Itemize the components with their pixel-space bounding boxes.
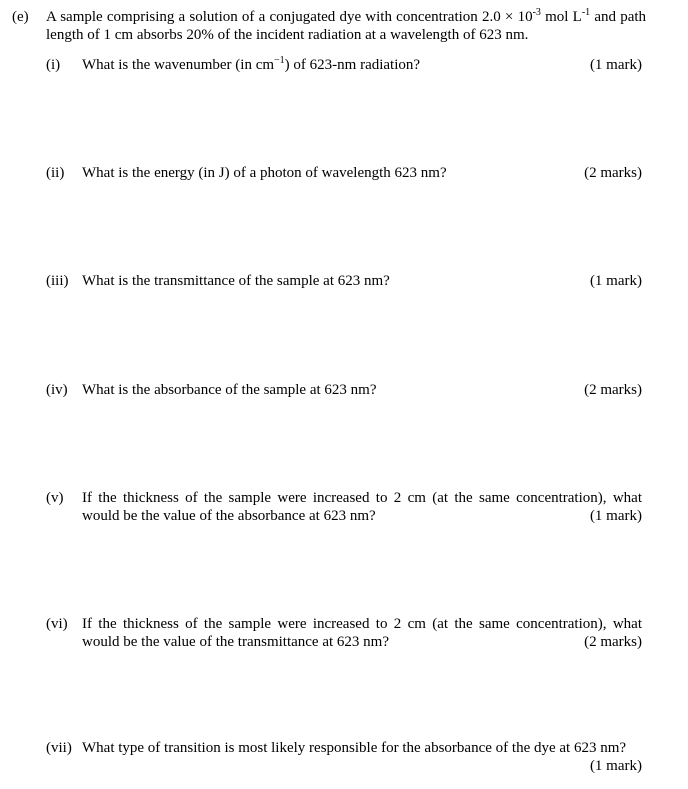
question-number: (iii) [46, 273, 69, 289]
question-marks: (1 mark) [589, 758, 642, 774]
question-vii [46, 739, 642, 775]
part-label: (e) [12, 9, 29, 25]
question-number: (iv) [46, 382, 68, 398]
question-marks: (2 marks) [584, 165, 642, 181]
question-text: If the thickness of the sample were increased to 2 cm (at the same concentration), what would be the value of the absorbance at 623 nm? [82, 490, 642, 524]
question-text: What is the transmittance of the sample at 623 nm? [82, 273, 390, 289]
question-marks: (2 marks) [584, 634, 642, 650]
question-text: If the thickness of the sample were increased to 2 cm (at the same concentration), what would be the value of the transmittance at 623 nm? [82, 616, 642, 650]
question-marks: (1 mark) [589, 273, 642, 289]
question-text: What type of transition is most likely responsible for the absorbance of the dye at 623 nm? [82, 740, 627, 756]
question-v [46, 489, 642, 525]
question-marks: (2 marks) [584, 382, 642, 398]
question-text: What is the wavenumber (in $cm^{-1}$) of 623-nm radiation? [82, 55, 421, 73]
question-marks: (1 mark) [589, 508, 642, 524]
question-number: (ii) [46, 165, 65, 181]
question-text: What is the absorbance of the sample at 623 nm? [82, 382, 377, 398]
question-number: (i) [46, 57, 61, 73]
question-vi [46, 615, 642, 651]
question-number: (vi) [46, 616, 68, 632]
question-number: (vii) [46, 740, 72, 756]
part-intro: A sample comprising a solution of a conjugated dye with concentration $2.0 \times 10^{-3}$ mol $L^{-1}$ and path length of 1 cm absorbs 20% of the incident radiation at a wavelength of 623 nm. [46, 7, 647, 43]
question-marks: (1 mark) [589, 57, 642, 73]
question-number: (v) [46, 490, 64, 506]
question-text: What is the energy (in J) of a photon of wavelength 623 nm? [82, 165, 447, 181]
